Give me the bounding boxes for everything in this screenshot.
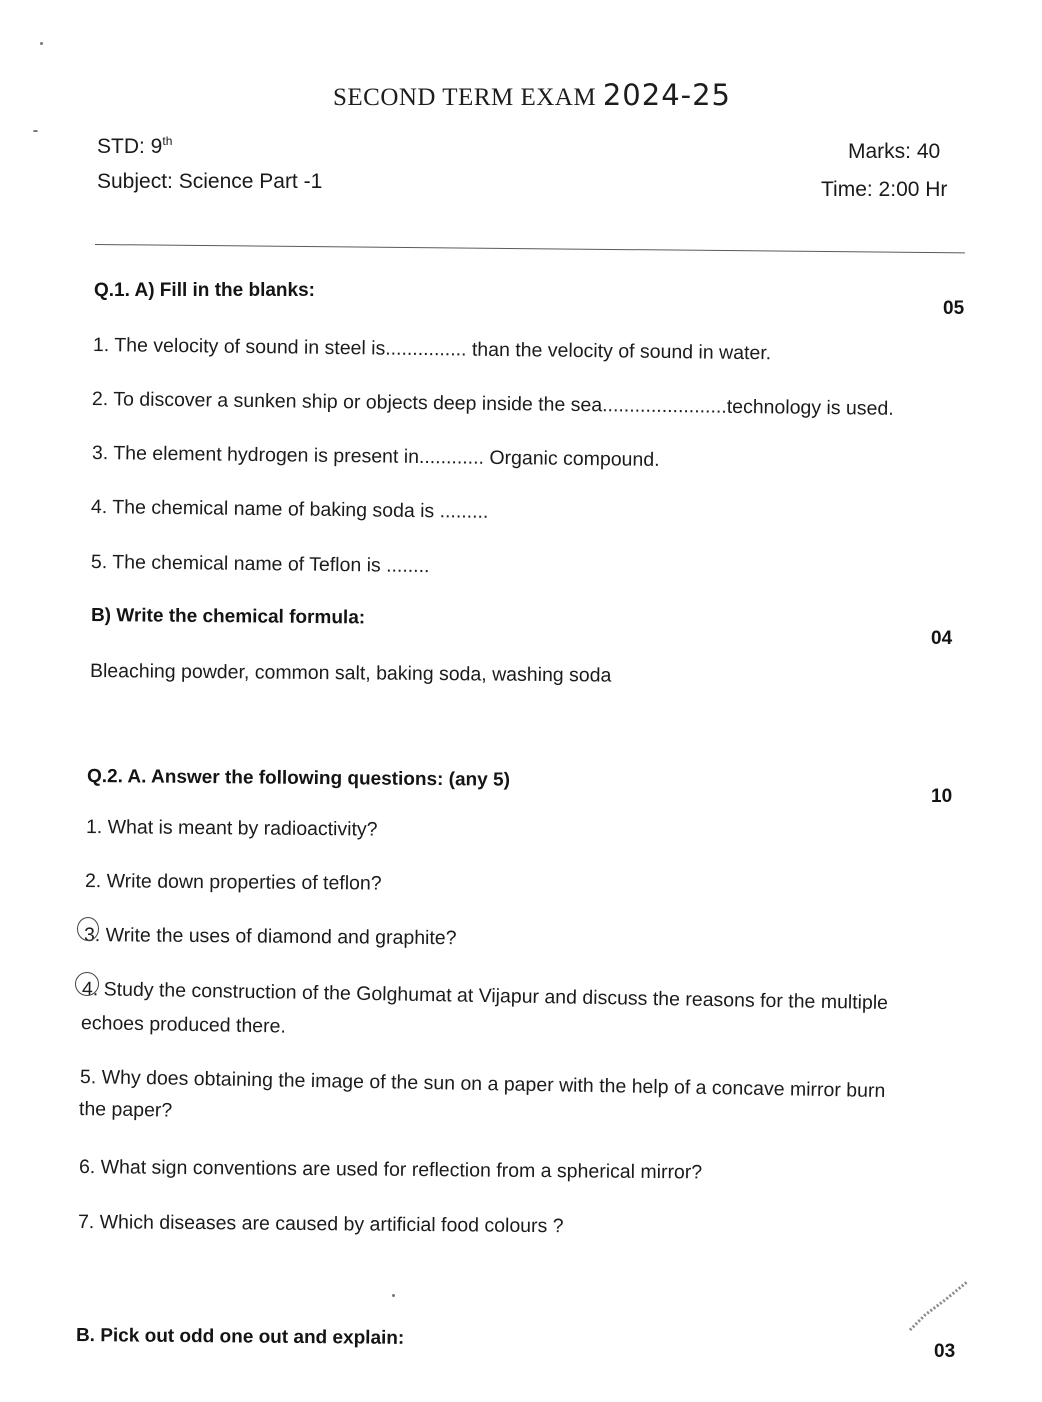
- std-sup: th: [162, 134, 173, 148]
- q2-item-4-cont: echoes produced there.: [80, 1012, 287, 1038]
- q1-item-2: 2. To discover a sunken ship or objects deep inside the sea.......................technology is used.: [91, 388, 894, 420]
- exam-title-text: SECOND TERM EXAM: [332, 84, 597, 111]
- q2-item-7: 7. Which diseases are caused by artificial food colours ?: [77, 1211, 564, 1238]
- q1-item-3: 3. The element hydrogen is present in............ Organic compound.: [91, 442, 660, 471]
- circle-mark-4: [75, 972, 99, 996]
- q1-item-1: 1. The velocity of sound in steel is............... than the velocity of sound in water.: [92, 334, 772, 365]
- q2-item-5: 5. Why does obtaining the image of the sun on a paper with the help of a concave mirror burn: [79, 1066, 886, 1103]
- header-divider: [95, 244, 965, 253]
- q2-item-3: 3. Write the uses of diamond and graphite?: [83, 924, 457, 950]
- std-label: [97, 134, 172, 159]
- scan-smudge: [905, 1270, 975, 1340]
- q1-item-5: 5. The chemical name of Teflon is ........: [90, 551, 430, 578]
- q2b-marks: 03: [934, 1341, 956, 1362]
- q1a-heading: Q.1. A) Fill in the blanks:: [94, 280, 315, 301]
- q2-item-1: 1. What is meant by radioactivity?: [85, 816, 378, 841]
- q1-item-4: 4. The chemical name of baking soda is .........: [90, 496, 489, 523]
- q1b-text: Bleaching powder, common salt, baking soda, washing soda: [89, 660, 612, 687]
- scan-speck: [33, 130, 38, 132]
- q2-item-4: 4. Study the construction of the Golghumat at Vijapur and discuss the reasons for the multiple: [81, 978, 889, 1015]
- q1a-marks: 05: [943, 298, 965, 319]
- q2b-heading: B. Pick out odd one out and explain:: [75, 1325, 405, 1349]
- std-text: STD: 9: [97, 135, 163, 158]
- time-label: Time: 2:00 Hr: [821, 178, 948, 201]
- q1b-marks: 04: [931, 628, 953, 649]
- q2a-marks: 10: [931, 786, 953, 807]
- q1b-heading: B) Write the chemical formula:: [90, 605, 366, 629]
- q2a-heading: Q.2. A. Answer the following questions: (any 5): [86, 766, 511, 791]
- marks-label: Marks: 40: [848, 140, 941, 163]
- subject-label: Subject: Science Part -1: [97, 170, 323, 193]
- scan-speck: [392, 1294, 395, 1297]
- exam-year: 2024-25: [602, 78, 732, 112]
- scan-speck: [40, 42, 43, 45]
- q2-item-5-cont: the paper?: [78, 1098, 173, 1122]
- q2-item-2: 2. Write down properties of teflon?: [84, 870, 382, 895]
- q2-item-6: 6. What sign conventions are used for reflection from a spherical mirror?: [78, 1156, 703, 1184]
- circle-mark-3: [77, 917, 99, 941]
- exam-title: [0, 78, 1042, 112]
